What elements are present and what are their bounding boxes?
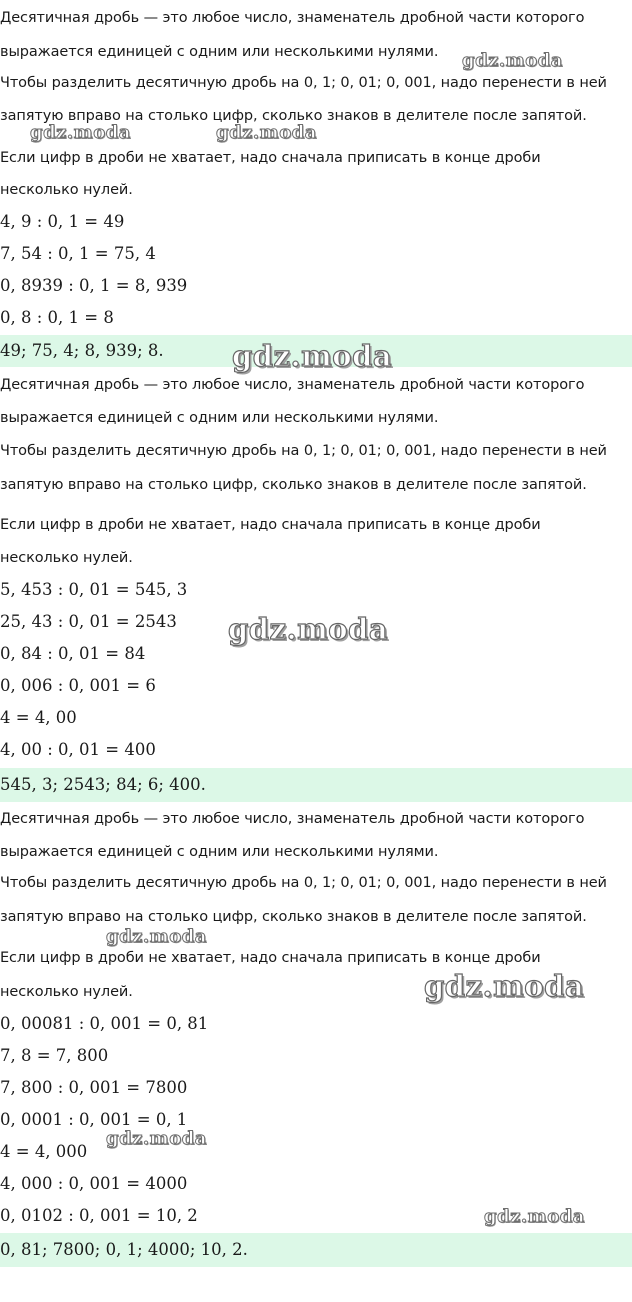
equation-line: 0, 006 : 0, 001 = 6	[0, 676, 156, 695]
watermark: gdz.moda	[484, 1206, 585, 1227]
equation-line: 5, 453 : 0, 01 = 545, 3	[0, 580, 188, 599]
equation-line: 7, 8 = 7, 800	[0, 1046, 109, 1065]
watermark: gdz.moda	[232, 339, 393, 373]
equation-line: 0, 8 : 0, 1 = 8	[0, 308, 114, 327]
rule-text-line: Десятичная дробь — это любое число, знаменатель дробной части которого	[0, 10, 585, 26]
equation-line: 4, 000 : 0, 001 = 4000	[0, 1174, 188, 1193]
equation-line: 0, 84 : 0, 01 = 84	[0, 644, 146, 663]
equation-line: 4 = 4, 00	[0, 708, 77, 727]
equation-line: 4, 00 : 0, 01 = 400	[0, 740, 156, 759]
answer-line: 545, 3; 2543; 84; 6; 400.	[0, 768, 632, 802]
equation-line: 0, 8939 : 0, 1 = 8, 939	[0, 276, 188, 295]
watermark: gdz.moda	[30, 122, 131, 143]
equation-line: 25, 43 : 0, 01 = 2543	[0, 612, 177, 631]
equation-line: 0, 00081 : 0, 001 = 0, 81	[0, 1014, 209, 1033]
rule-text-line: Чтобы разделить десятичную дробь на 0, 1; 0, 01; 0, 001, надо перенести в ней	[0, 75, 607, 91]
equation-line: 4 = 4, 000	[0, 1142, 88, 1161]
watermark: gdz.moda	[216, 122, 317, 143]
watermark: gdz.moda	[106, 1128, 207, 1149]
rule-text-line: несколько нулей.	[0, 182, 133, 198]
rule-text-line: Если цифр в дроби не хватает, надо сначала приписать в конце дроби	[0, 950, 541, 966]
equation-line: 0, 0102 : 0, 001 = 10, 2	[0, 1206, 198, 1225]
equation-line: 0, 0001 : 0, 001 = 0, 1	[0, 1110, 188, 1129]
rule-text-line: выражается единицей с одним или несколькими нулями.	[0, 44, 439, 60]
watermark: gdz.moda	[462, 50, 563, 71]
rule-text-line: запятую вправо на столько цифр, сколько знаков в делителе после запятой.	[0, 909, 587, 925]
rule-text-line: несколько нулей.	[0, 550, 133, 566]
answer-line: 0, 81; 7800; 0, 1; 4000; 10, 2.	[0, 1233, 632, 1267]
equation-line: 7, 54 : 0, 1 = 75, 4	[0, 244, 156, 263]
rule-text-line: Если цифр в дроби не хватает, надо сначала приписать в конце дроби	[0, 517, 541, 533]
watermark: gdz.moda	[106, 926, 207, 947]
rule-text-line: запятую вправо на столько цифр, сколько знаков в делителе после запятой.	[0, 477, 587, 493]
rule-text-line: Если цифр в дроби не хватает, надо сначала приписать в конце дроби	[0, 150, 541, 166]
watermark: gdz.moda	[228, 612, 389, 646]
answer-line: 49; 75, 4; 8, 939; 8.	[0, 335, 632, 367]
rule-text-line: выражается единицей с одним или несколькими нулями.	[0, 844, 439, 860]
rule-text-line: Чтобы разделить десятичную дробь на 0, 1; 0, 01; 0, 001, надо перенести в ней	[0, 443, 607, 459]
equation-line: 4, 9 : 0, 1 = 49	[0, 212, 125, 231]
watermark: gdz.moda	[424, 969, 585, 1003]
rule-text-line: Десятичная дробь — это любое число, знаменатель дробной части которого	[0, 377, 585, 393]
rule-text-line: Десятичная дробь — это любое число, знаменатель дробной части которого	[0, 811, 585, 827]
rule-text-line: несколько нулей.	[0, 984, 133, 1000]
rule-text-line: выражается единицей с одним или несколькими нулями.	[0, 410, 439, 426]
equation-line: 7, 800 : 0, 001 = 7800	[0, 1078, 188, 1097]
rule-text-line: запятую вправо на столько цифр, сколько знаков в делителе после запятой.	[0, 108, 587, 124]
rule-text-line: Чтобы разделить десятичную дробь на 0, 1; 0, 01; 0, 001, надо перенести в ней	[0, 875, 607, 891]
